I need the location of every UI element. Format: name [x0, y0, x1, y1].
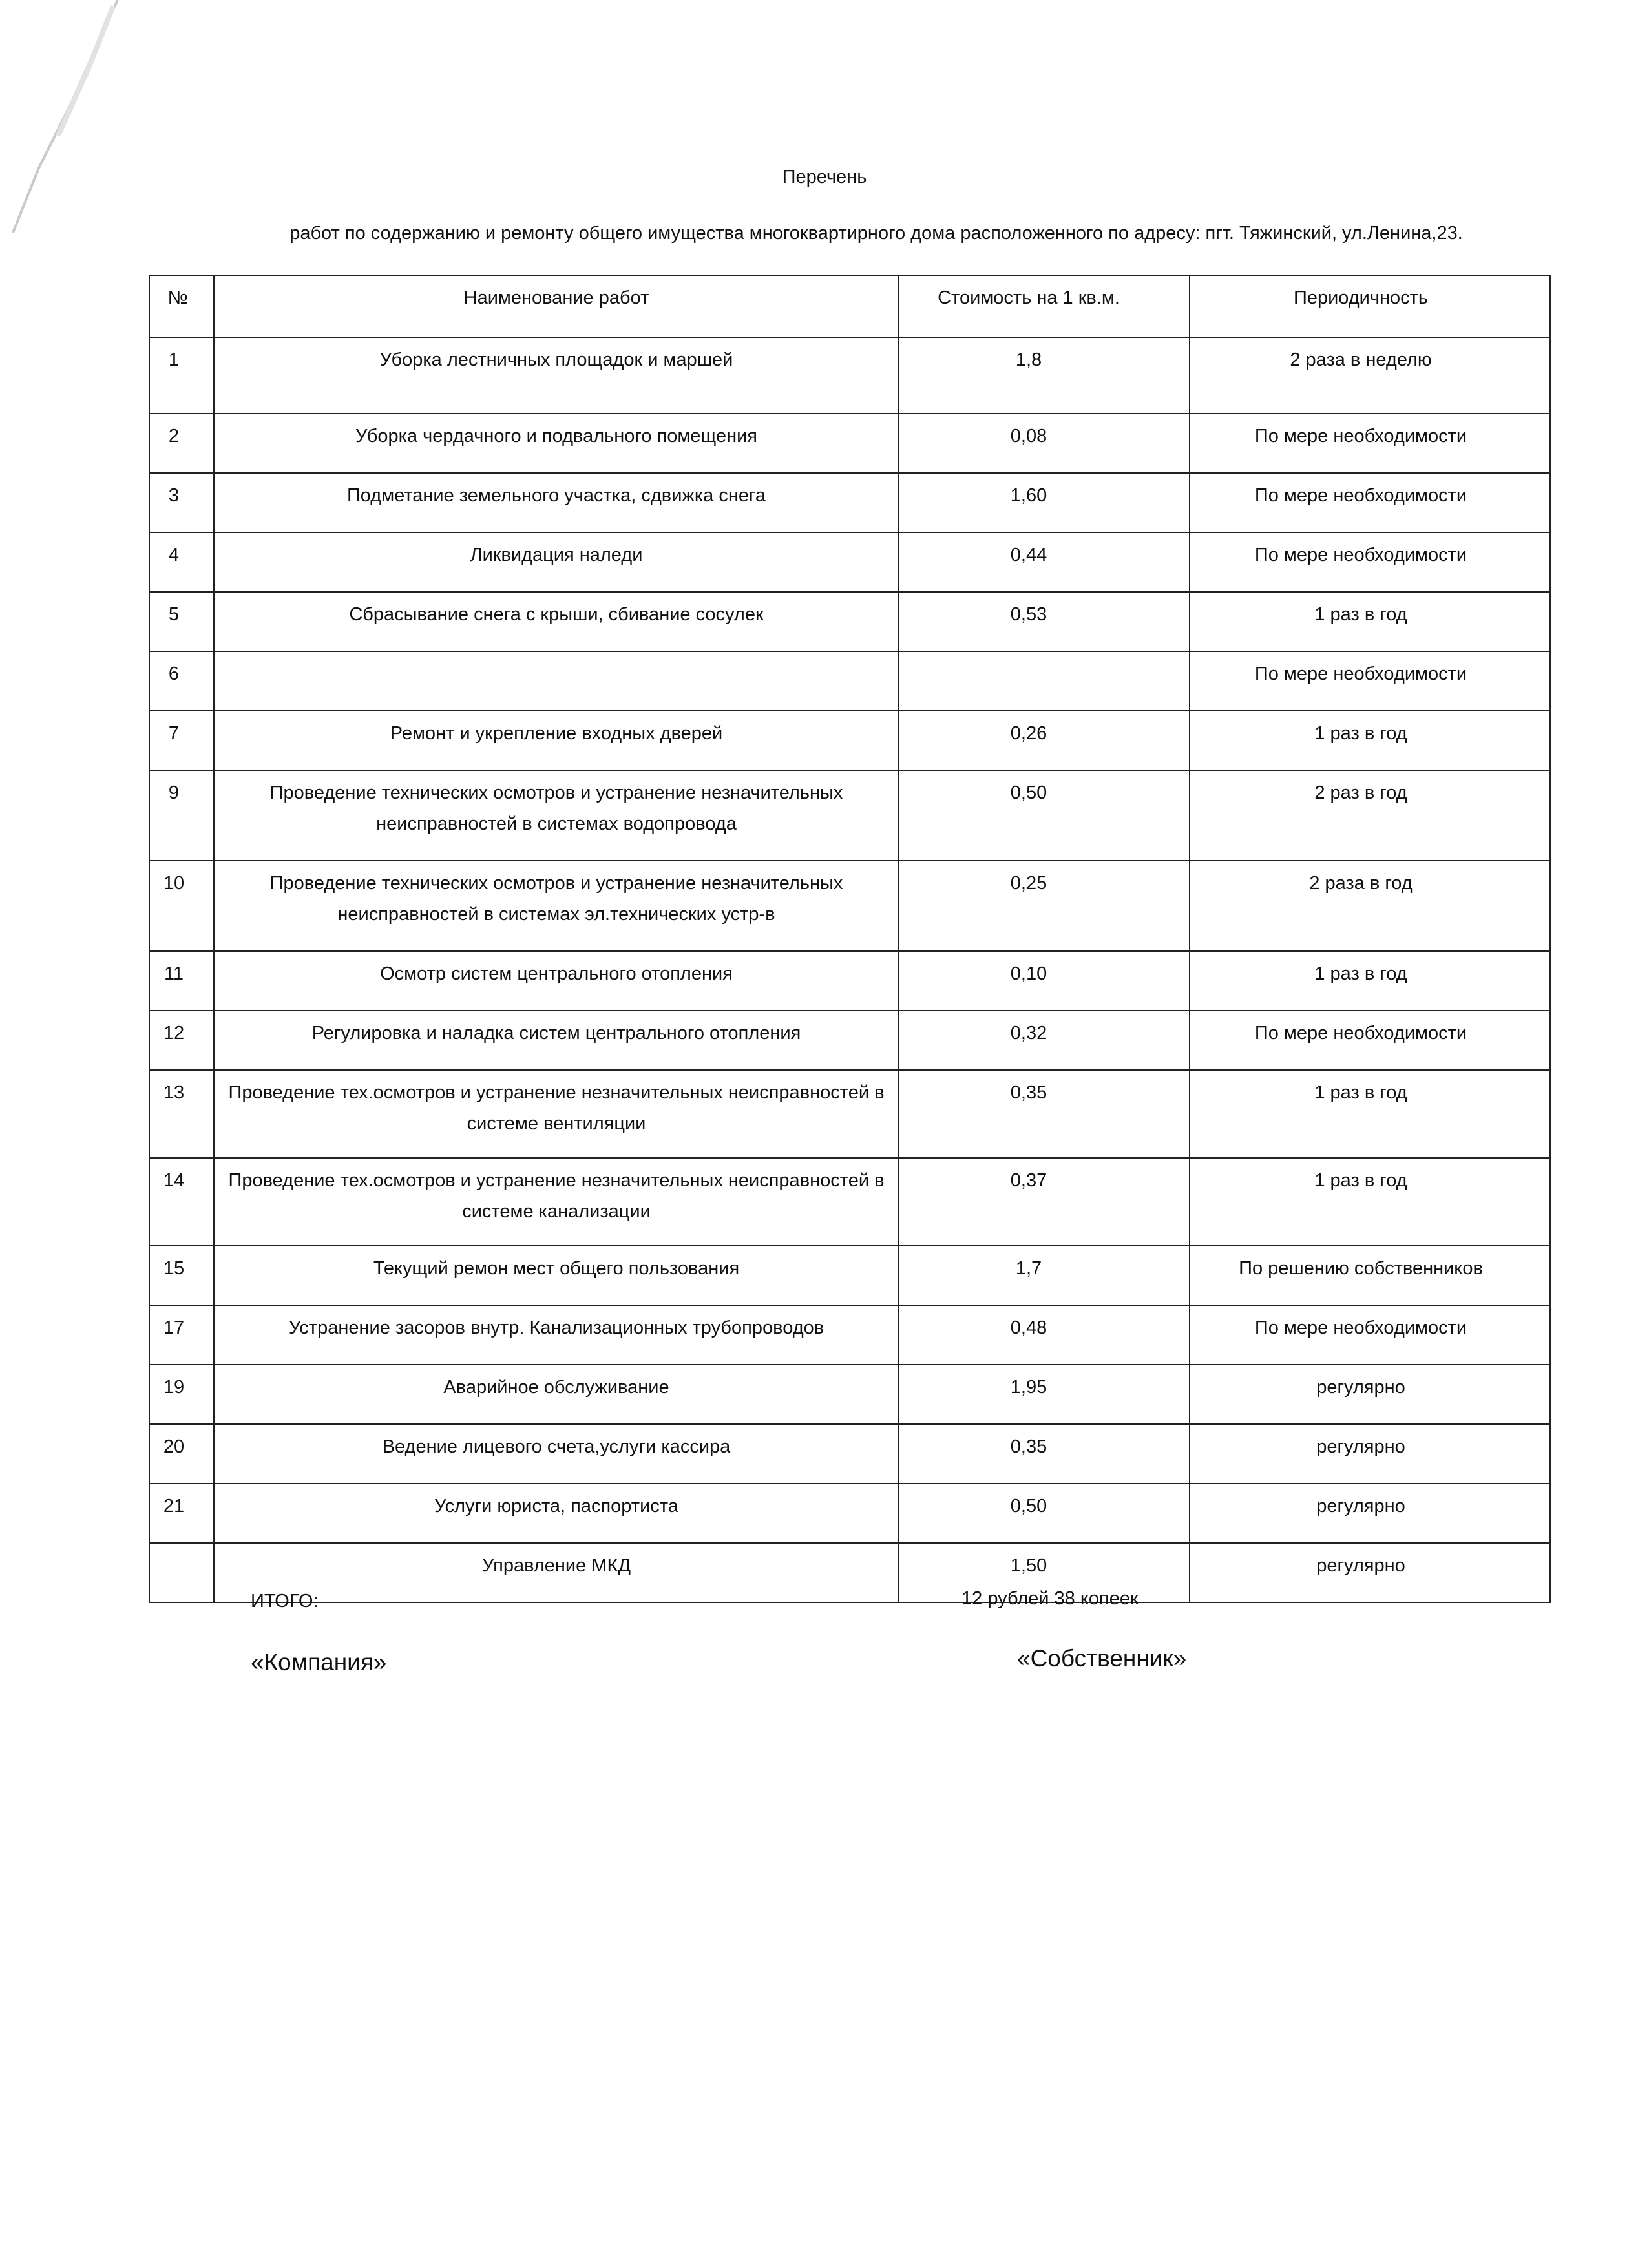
- table-row: [149, 1246, 1550, 1305]
- row-periodicity: регулярно: [1190, 1365, 1550, 1424]
- row-number: 6: [149, 651, 214, 711]
- table-row: [149, 1424, 1550, 1484]
- page-subtitle: работ по содержанию и ремонту общего имущества многоквартирного дома расположенного по адресу: пгт. Тяжинский, ул.Ленина,23.: [289, 223, 1463, 244]
- row-number: 2: [149, 414, 214, 473]
- total-value: 12 рублей 38 копеек: [961, 1588, 1139, 1609]
- row-work-name: Ведение лицевого счета,услуги кассира: [214, 1424, 899, 1484]
- row-work-name: Проведение тех.осмотров и устранение незначительных неисправностей в системе канализации: [214, 1158, 899, 1246]
- row-periodicity: По решению собственников: [1190, 1246, 1550, 1305]
- row-cost: 0,25: [899, 861, 1190, 951]
- row-work-name: Управление МКД: [214, 1543, 899, 1602]
- page-title: Перечень: [782, 167, 867, 187]
- row-cost: 0,08: [899, 414, 1190, 473]
- row-work-name: Сбрасывание снега с крыши, сбивание сосулек: [214, 592, 899, 651]
- signature-owner-caption: «Собственник»: [1017, 1645, 1187, 1672]
- row-periodicity: 1 раз в год: [1190, 951, 1550, 1011]
- row-work-name: Подметание земельного участка, сдвижка снега: [214, 473, 899, 532]
- header-work-name: Наименование работ: [214, 275, 899, 337]
- row-periodicity: По мере необходимости: [1190, 473, 1550, 532]
- row-number: 19: [149, 1365, 214, 1424]
- row-periodicity: регулярно: [1190, 1484, 1550, 1543]
- row-number: 11: [149, 951, 214, 1011]
- row-work-name: Уборка чердачного и подвального помещения: [214, 414, 899, 473]
- row-cost: 0,26: [899, 711, 1190, 770]
- row-periodicity: 1 раз в год: [1190, 1158, 1550, 1246]
- row-number: 10: [149, 861, 214, 951]
- row-number: 5: [149, 592, 214, 651]
- row-number: 21: [149, 1484, 214, 1543]
- row-number: 3: [149, 473, 214, 532]
- works-table: [149, 275, 1551, 1603]
- row-number: 12: [149, 1011, 214, 1070]
- row-cost: 0,10: [899, 951, 1190, 1011]
- row-cost: 0,48: [899, 1305, 1190, 1365]
- row-cost: 0,50: [899, 1484, 1190, 1543]
- row-cost: 0,32: [899, 1011, 1190, 1070]
- table-row: [149, 711, 1550, 770]
- table-row: [149, 1365, 1550, 1424]
- row-work-name: Осмотр систем центрального отопления: [214, 951, 899, 1011]
- row-periodicity: 1 раз в год: [1190, 592, 1550, 651]
- row-number: 4: [149, 532, 214, 592]
- table-row: [149, 337, 1550, 414]
- table-row: [149, 770, 1550, 861]
- table-row: [149, 1158, 1550, 1246]
- table-row: [149, 473, 1550, 532]
- row-periodicity: 1 раз в год: [1190, 711, 1550, 770]
- row-number: 14: [149, 1158, 214, 1246]
- row-work-name: Услуги юриста, паспортиста: [214, 1484, 899, 1543]
- row-cost: [899, 651, 1190, 711]
- row-number: 7: [149, 711, 214, 770]
- row-work-name: Ликвидация наледи: [214, 532, 899, 592]
- row-cost: 1,60: [899, 473, 1190, 532]
- row-number: [149, 1543, 214, 1602]
- row-cost: 0,37: [899, 1158, 1190, 1246]
- row-cost: 0,50: [899, 770, 1190, 861]
- scan-edge-artifact: [0, 0, 123, 252]
- row-periodicity: регулярно: [1190, 1424, 1550, 1484]
- row-cost: 0,35: [899, 1070, 1190, 1158]
- row-work-name: Регулировка и наладка систем центрального отопления: [214, 1011, 899, 1070]
- row-number: 9: [149, 770, 214, 861]
- table-row: [149, 861, 1550, 951]
- row-number: 20: [149, 1424, 214, 1484]
- row-periodicity: По мере необходимости: [1190, 532, 1550, 592]
- row-cost: 0,44: [899, 532, 1190, 592]
- row-cost: 1,95: [899, 1365, 1190, 1424]
- header-cost: Стоимость на 1 кв.м.: [899, 275, 1190, 337]
- table-row: [149, 951, 1550, 1011]
- table-row: [149, 1305, 1550, 1365]
- table-header-row: [149, 275, 1550, 337]
- table-row: [149, 1011, 1550, 1070]
- table-row: [149, 1070, 1550, 1158]
- row-number: 17: [149, 1305, 214, 1365]
- row-work-name: Текущий ремон мест общего пользования: [214, 1246, 899, 1305]
- row-cost: 1,8: [899, 337, 1190, 414]
- row-cost: 0,53: [899, 592, 1190, 651]
- row-periodicity: По мере необходимости: [1190, 414, 1550, 473]
- table-row: [149, 592, 1550, 651]
- row-work-name: Проведение технических осмотров и устранение незначительных неисправностей в системах водопровода: [214, 770, 899, 861]
- row-work-name: Ремонт и укрепление входных дверей: [214, 711, 899, 770]
- signature-company-caption: «Компания»: [251, 1649, 387, 1675]
- row-periodicity: 2 раз в год: [1190, 770, 1550, 861]
- header-number: №: [149, 275, 214, 337]
- row-cost: 1,7: [899, 1246, 1190, 1305]
- header-periodicity: Периодичность: [1190, 275, 1550, 337]
- total-label: ИТОГО:: [251, 1591, 319, 1612]
- row-periodicity: 2 раза в неделю: [1190, 337, 1550, 414]
- row-work-name: Проведение тех.осмотров и устранение незначительных неисправностей в системе вентиляции: [214, 1070, 899, 1158]
- row-number: 15: [149, 1246, 214, 1305]
- row-number: 1: [149, 337, 214, 414]
- row-number: 13: [149, 1070, 214, 1158]
- table-row: [149, 1543, 1550, 1602]
- row-work-name: Аварийное обслуживание: [214, 1365, 899, 1424]
- row-cost: 0,35: [899, 1424, 1190, 1484]
- table-row: [149, 532, 1550, 592]
- row-periodicity: По мере необходимости: [1190, 651, 1550, 711]
- row-work-name: [214, 651, 899, 711]
- row-periodicity: регулярно: [1190, 1543, 1550, 1602]
- row-work-name: Уборка лестничных площадок и маршей: [214, 337, 899, 414]
- row-work-name: Проведение технических осмотров и устранение незначительных неисправностей в системах эл.технических устр-в: [214, 861, 899, 951]
- table-row: [149, 414, 1550, 473]
- row-periodicity: 1 раз в год: [1190, 1070, 1550, 1158]
- row-work-name: Устранение засоров внутр. Канализационных трубопроводов: [214, 1305, 899, 1365]
- row-cost: 1,50: [899, 1543, 1190, 1602]
- row-periodicity: По мере необходимости: [1190, 1305, 1550, 1365]
- row-periodicity: 2 раза в год: [1190, 861, 1550, 951]
- row-periodicity: По мере необходимости: [1190, 1011, 1550, 1070]
- table-row: [149, 651, 1550, 711]
- table-row: [149, 1484, 1550, 1543]
